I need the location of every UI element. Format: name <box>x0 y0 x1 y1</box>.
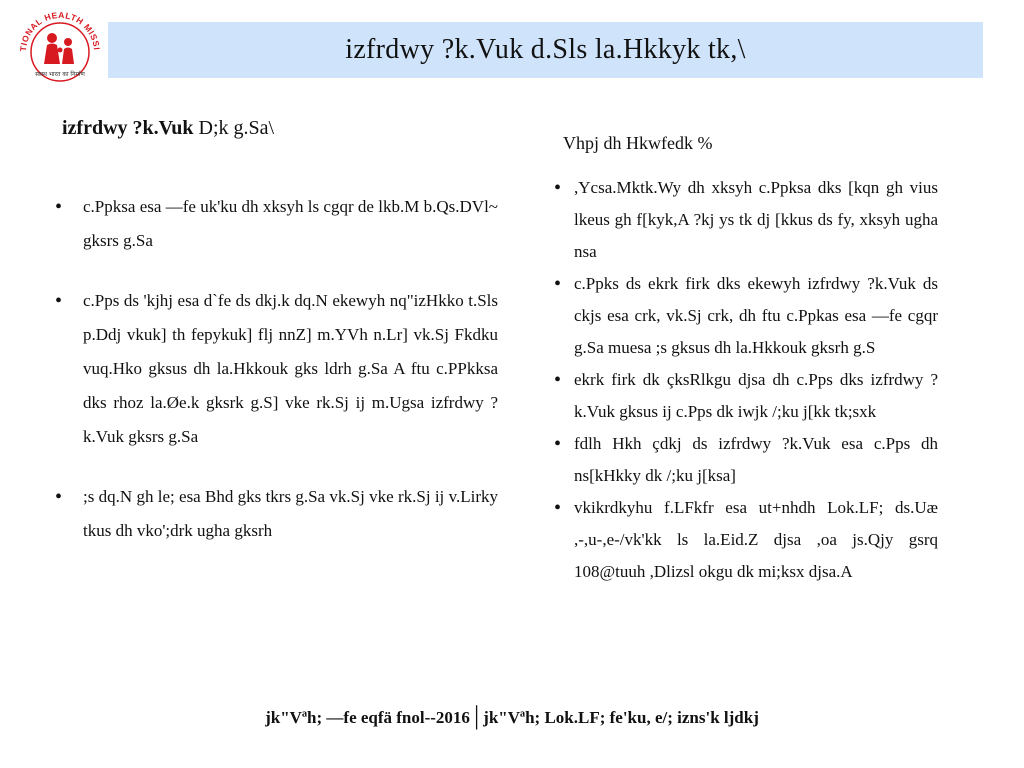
list-item <box>55 480 498 548</box>
footer <box>0 703 1024 733</box>
national-health-mission-logo <box>12 8 108 86</box>
list-item <box>554 428 938 492</box>
bullet-icon: • <box>55 290 63 312</box>
list-item-text: c.Pps ds 'kjhj esa d`fe ds dkj.k dq.N ekewyh nq"izHkko t.Sls p.Ddj vkuk] th fepykuk] flj nnZ] m.YVh n.Lr] vk.Sj Fkdku vuq.Hko gksus dh la.Hkkouk gks ldrh g.Sa A ftu c.PPkksa dks rhoz la.Øe.k gksrk g.S] vke rk.Sj ij m.Ugsa izfrdwy ?k.Vuk gksrs g.Sa <box>83 291 498 446</box>
left-section-heading <box>62 117 274 140</box>
list-item-text: fdlh Hkh çdkj ds izfrdwy ?k.Vuk esa c.Pps dh ns[kHkky dk /;ku j[ksa] <box>574 434 938 485</box>
right-bullet-list <box>554 172 938 588</box>
left-heading-rest: D;k g.Sa\ <box>193 117 275 139</box>
left-heading-bold: izfrdwy ?k.Vuk <box>62 117 194 139</box>
right-section-heading: Vhpj dh Hkwfedk % <box>563 133 713 153</box>
list-item-text: c.Ppks ds ekrk firk dks ekewyh izfrdwy ?k.Vuk ds ckjs esa crk, vk.Sj crk, dh ftu c.Ppkas esa —fe cgqr g.Sa muesa ;s gksus dh la.Hkkouk gksrh g.S <box>574 274 938 357</box>
bullet-icon: • <box>554 497 562 519</box>
list-item-text: ekrk firk dk çksRlkgu djsa dh c.Pps dks izfrdwy ?k.Vuk gksus ij c.Pps dk iwjk /;ku j[kk tk;sxk <box>574 370 938 421</box>
list-item <box>55 190 498 258</box>
list-item-text: ,Ycsa.Mktk.Wy dh xksyh c.Ppksa dks [kqn gh vius lkeus gh f[kyk,A ?kj ys tk dj [kkus ds fy, xksyh ugha nsa <box>574 178 938 261</box>
bullet-icon: • <box>554 273 562 295</box>
footer-right-text: jk"Vªh; Lok.LF; fe'ku, e/; izns'k ljdkj <box>483 708 759 727</box>
list-item <box>554 492 938 588</box>
list-item <box>55 284 498 454</box>
footer-separator: | <box>473 701 480 730</box>
bullet-icon: • <box>55 196 63 218</box>
left-bullet-list <box>55 190 498 574</box>
list-item-text: c.Ppksa esa —fe uk'ku dh xksyh ls cgqr de lkb.M b.Qs.DVl~ gksrs g.Sa <box>83 197 498 250</box>
list-item-text: ;s dq.N gh le; esa Bhd gks tkrs g.Sa vk.Sj vke rk.Sj ij v.Lirky tkus dh vko';drk ugha gksrh <box>83 487 498 540</box>
bullet-icon: • <box>554 433 562 455</box>
list-item-text: vkikrdkyhu f.LFkfr esa ut+nhdh Lok.LF; ds.Uæ ,-,u-,e-/vk'kk ls la.Eid.Z djsa ,oa js.Qjy gsrq 108@tuuh ,Dlizsl okgu dk mi;ksx djsa.A <box>574 498 938 581</box>
list-item <box>554 364 938 428</box>
bullet-icon: • <box>55 486 63 508</box>
footer-left-text: jk"Vªh; —fe eqfä fnol--2016 <box>265 708 470 727</box>
title-banner <box>108 22 983 78</box>
bullet-icon: • <box>554 177 562 199</box>
svg-text:स्वस्थ भारत का निर्माण: स्वस्थ भारत का निर्माण <box>35 71 85 78</box>
page-title: izfrdwy ?k.Vuk d.Sls la.Hkkyk tk,\ <box>345 34 746 65</box>
bullet-icon: • <box>554 369 562 391</box>
svg-text:NATIONAL HEALTH MISSION: TIONAL HEALTH MISSI <box>17 9 102 52</box>
list-item <box>554 268 938 364</box>
list-item <box>554 172 938 268</box>
